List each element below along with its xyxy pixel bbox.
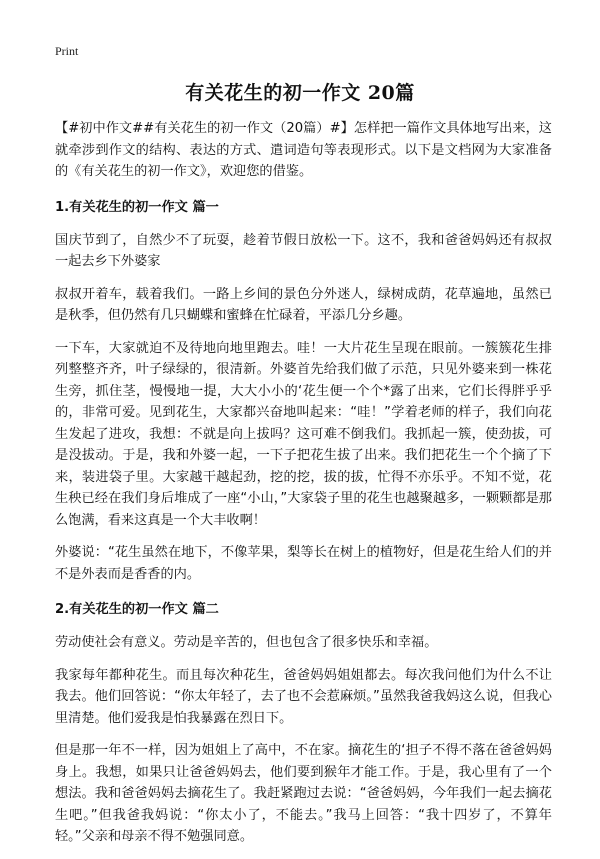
page-title: 有关花生的初一作文 20篇 <box>185 82 415 104</box>
section-2 <box>55 599 552 848</box>
section-1 <box>55 197 552 586</box>
print-label: Print <box>55 44 79 58</box>
document-body <box>55 118 552 859</box>
paragraph: 叔叔开着车，载着我们。一路上乡间的景色分外迷人，绿树成荫，花草遍地，虽然已是秋季，但仍然有几只蝴蝶和蜜蜂在忙碌着，平添几分乡趣。 <box>55 286 552 323</box>
paragraph: 我家每年都种花生。而且每次种花生，爸爸妈妈姐姐都去。每次我问他们为什么不让我去。他们回答说：“你太年轻了，去了也不会惹麻烦。”虽然我爸我妈这么说，但我心里清楚。他们爱我是怕我暴露在烈日下。 <box>55 667 552 726</box>
paragraph: 一下车，大家就迫不及待地向地里跑去。哇！一大片花生呈现在眼前。一簇簇花生排列整整齐齐，叶子绿绿的，很清新。外婆首先给我们做了示范，只见外婆来到一株花生旁，抓住茎，慢慢地一提，大大小小的‘花生便一个个*露了出来，它们长得胖乎乎的，非常可爱。见到花生，大家都兴奋地叫起来：“哇！”学着老师的样子，我们向花生发起了进攻，我想：不就是向上拔吗？这可难不倒我们。我抓起一簇，使劲拔，可是没拔动。于是，我和外婆一起，一下子把花生拔了出来。我们把花生一个个摘了下来，装进袋子里。大家越干越起劲，挖的挖，拔的拔，忙得不亦乐乎。不知不觉，花生秧已经在我们身后堆成了一座“小山，”大家袋子里的花生也越聚越多，一颗颗都是那么饱满，看来这真是一个大丰收啊！ <box>55 340 552 528</box>
paragraph: 但是那一年不一样，因为姐姐上了高中，不在家。摘花生的‘担子不得不落在爸爸妈妈身上。我想，如果只让爸爸妈妈去，他们要到猴年才能工作。于是，我心里有了一个想法。我和爸爸妈妈去摘花生了。我赶紧跑过去说：“爸爸妈妈，今年我们一起去摘花生吧。”但我爸我妈说：“你太小了，不能去。”我马上回答：“我十四岁了，不算年轻。”父亲和母亲不得不勉强同意。 <box>55 743 552 844</box>
intro-paragraph: 【#初中作文##有关花生的初一作文（20篇）#】怎样把一篇作文具体地写出来，这就牵涉到作文的结构、表达的方式、遣词造句等表现形式。以下是文档网为大家准备的《有关花生的初一作文》，欢迎您的借鉴。 <box>55 121 552 179</box>
paragraph: 外婆说：“花生虽然在地下，不像苹果，梨等长在树上的植物好，但是花生给人们的并不是外表而是香香的内。 <box>55 545 552 582</box>
paragraph: 劳动使社会有意义。劳动是辛苦的，但也包含了很多快乐和幸福。 <box>55 635 438 650</box>
paragraph: 国庆节到了，自然少不了玩耍，趁着节假日放松一下。这不，我和爸爸妈妈还有叔叔一起去乡下外婆家 <box>55 232 552 269</box>
section-heading: 1.有关花生的初一作文 篇一 <box>55 199 219 215</box>
section-heading: 2.有关花生的初一作文 篇二 <box>55 602 219 617</box>
